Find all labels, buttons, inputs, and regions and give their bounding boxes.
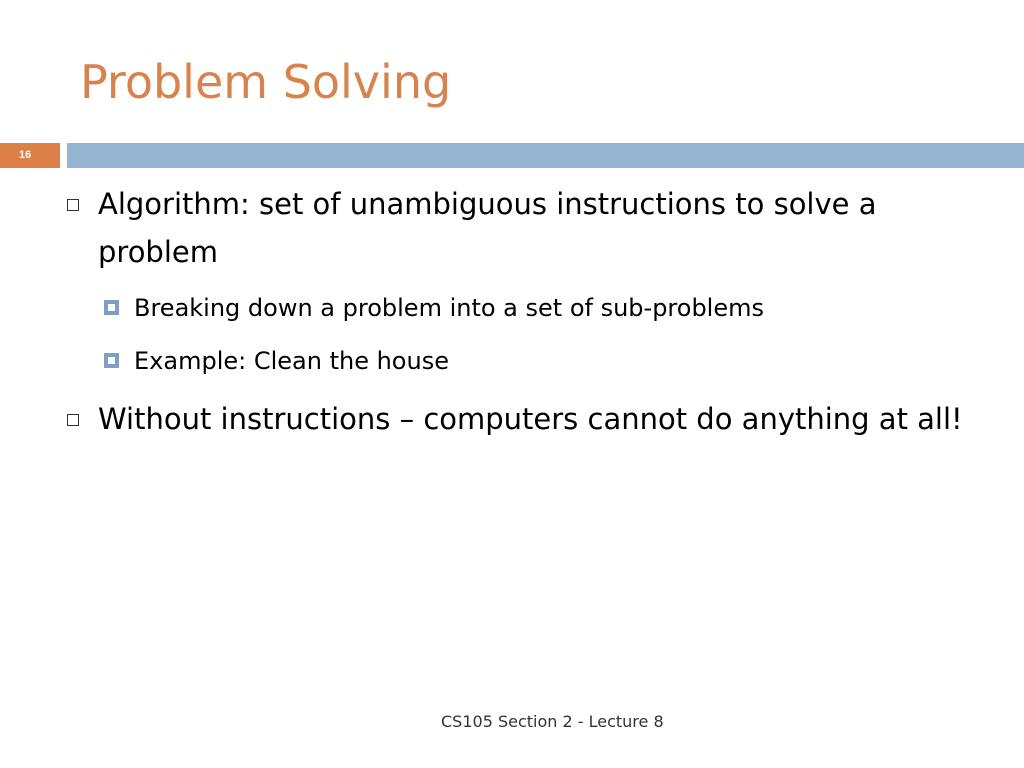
hollow-square-bullet-icon (67, 414, 79, 426)
filled-square-bullet-icon (104, 300, 119, 315)
hollow-square-bullet-icon (67, 199, 79, 211)
sub-bullet-item: Example: Clean the house (134, 347, 449, 375)
slide-number-badge: 16 (0, 143, 60, 168)
bullet-item: Without instructions – computers cannot do anything at all! (98, 402, 963, 436)
bullet-item: Algorithm: set of unambiguous instructions to solve a problem (98, 187, 877, 269)
header-bar (67, 143, 1024, 168)
sub-bullet-item: Breaking down a problem into a set of sub-problems (134, 294, 764, 322)
slide-footer: CS105 Section 2 - Lecture 8 (441, 712, 664, 731)
filled-square-bullet-icon (104, 353, 119, 368)
slide-title: Problem Solving (80, 55, 452, 109)
